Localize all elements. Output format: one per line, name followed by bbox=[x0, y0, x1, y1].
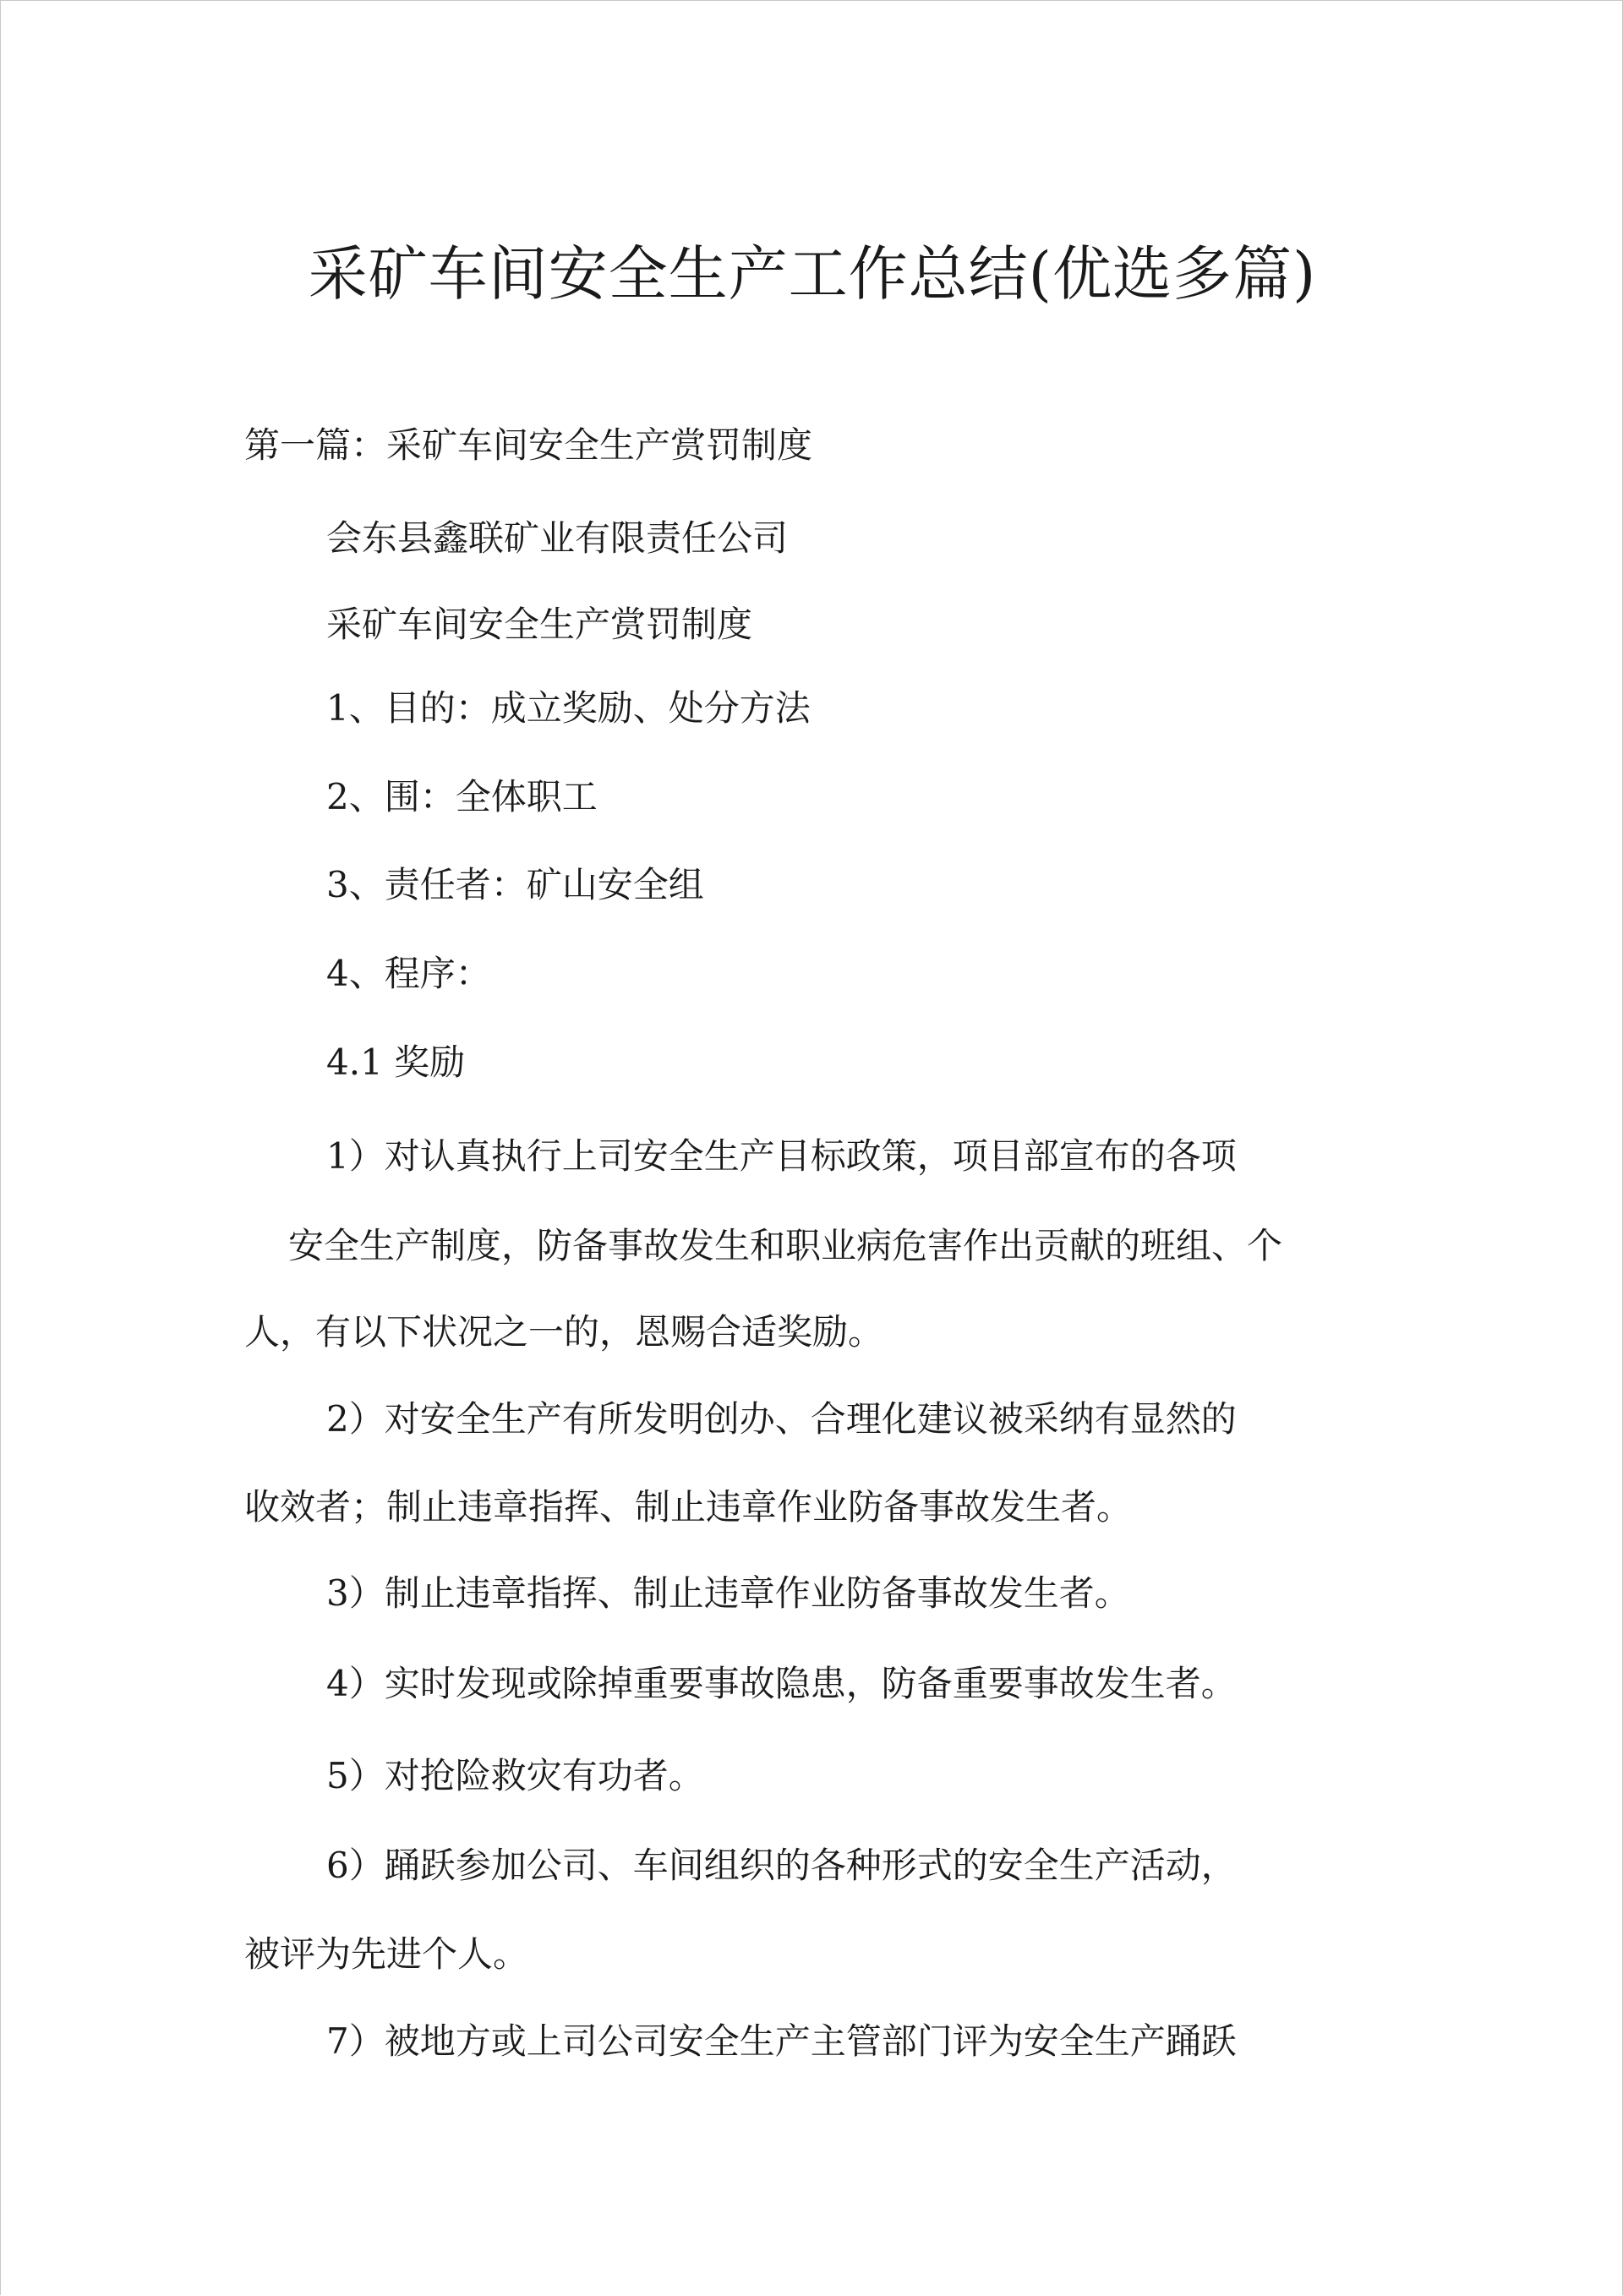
list-item-scope: 2、围：全体职工 bbox=[326, 776, 598, 817]
list-item-reward: 4.1 奖励 bbox=[326, 1041, 466, 1083]
company-name: 会东县鑫联矿业有限责任公司 bbox=[326, 517, 789, 559]
section-subheading: 采矿车间安全生产赏罚制度 bbox=[326, 604, 753, 645]
list-item-responsible: 3、责任者：矿山安全组 bbox=[326, 864, 704, 905]
chapter-heading: 第一篇：采矿车间安全生产赏罚制度 bbox=[244, 424, 813, 466]
paragraph-line: 人，有以下状况之一的，恩赐合适奖励。 bbox=[244, 1311, 884, 1353]
paragraph-line: 安全生产制度，防备事故发生和职业病危害作出贡献的班组、个 bbox=[288, 1225, 1283, 1266]
list-item-purpose: 1、目的：成立奖励、处分方法 bbox=[326, 687, 811, 729]
paragraph-line: 7）被地方或上司公司安全生产主管部门评为安全生产踊跃 bbox=[326, 2020, 1237, 2062]
paragraph-line: 1）对认真执行上司安全生产目标政策，项目部宣布的各项 bbox=[326, 1135, 1237, 1177]
paragraph-line: 被评为先进个人。 bbox=[244, 1933, 529, 1975]
paragraph-line: 6）踊跃参加公司、车间组织的各种形式的安全生产活动， bbox=[326, 1845, 1237, 1886]
list-item-procedure: 4、程序： bbox=[326, 953, 491, 994]
document-title: 采矿车间安全生产工作总结(优选多篇) bbox=[308, 239, 1317, 309]
paragraph-line: 3）制止违章指挥、制止违章作业防备事故发生者。 bbox=[326, 1572, 1130, 1614]
paragraph-line: 5）对抢险救灾有功者。 bbox=[326, 1755, 704, 1796]
paragraph-line: 4）实时发现或除掉重要事故隐患，防备重要事故发生者。 bbox=[326, 1663, 1237, 1704]
paragraph-line: 收效者；制止违章指挥、制止违章作业防备事故发生者。 bbox=[244, 1486, 1133, 1528]
paragraph-line: 2）对安全生产有所发明创办、合理化建议被采纳有显然的 bbox=[326, 1398, 1237, 1440]
